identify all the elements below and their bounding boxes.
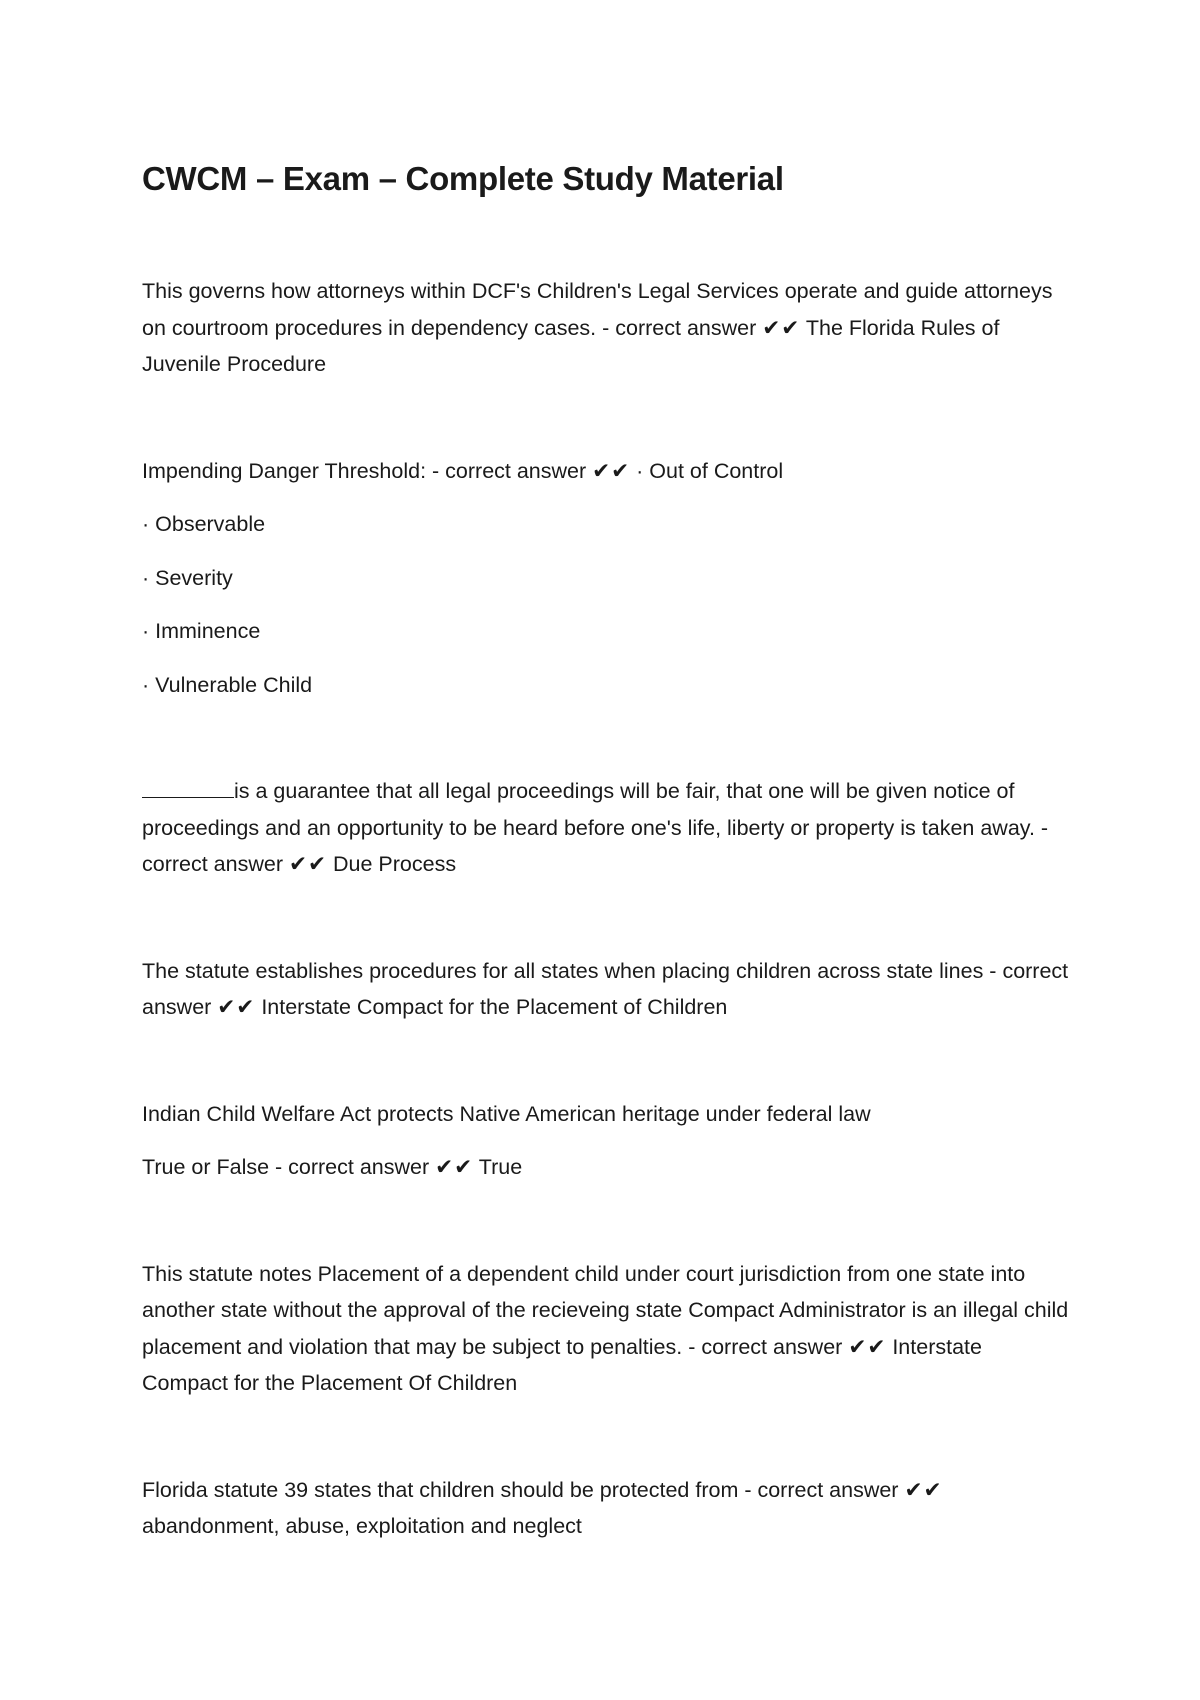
qa-paragraph	[142, 453, 1072, 490]
answer-text: Due Process	[333, 852, 457, 876]
question-text: This governs how attorneys within DCF's Children's Legal Services operate and guide attorneys on courtroom procedures in dependency cases. - correct answer	[142, 279, 1059, 340]
qa-item	[142, 273, 1072, 383]
bullet-item: · Imminence	[142, 619, 261, 643]
bullet-item: · Severity	[142, 565, 233, 590]
fill-in-blank	[142, 778, 234, 798]
qa-item	[142, 773, 1072, 883]
question-text-line2: True or False - correct answer	[142, 1155, 430, 1179]
answer-text: Interstate Compact for the Placement Of Children	[142, 1334, 988, 1395]
qa-item	[142, 1096, 1072, 1186]
answer-text: Interstate Compact for the Placement of Children	[261, 995, 728, 1019]
qa-item	[142, 953, 1075, 1026]
question-text: is a guarantee that all legal proceedings will be fair, that one will be given notice of proceedings and an opportunity to be heard before one's life, liberty or property is taken away. - correct answer	[142, 779, 1055, 876]
checkmark-icon: ✔✔	[904, 1477, 943, 1502]
checkmark-icon: ✔✔	[848, 1334, 887, 1359]
document-title: CWCM – Exam – Complete Study Material	[142, 160, 784, 197]
bullet-item: · Observable	[142, 512, 266, 536]
qa-item	[142, 453, 1072, 704]
qa-paragraph	[142, 273, 1072, 383]
checkmark-icon: ✔✔	[592, 458, 631, 483]
answer-text: The Florida Rules of Juvenile Procedure	[142, 315, 1006, 376]
bullet-item: · Vulnerable Child	[142, 672, 313, 697]
question-text: Florida statute 39 states that children should be protected from - correct answer	[142, 1477, 899, 1502]
checkmark-icon: ✔✔	[762, 315, 801, 340]
answer-text: True	[478, 1155, 523, 1179]
checkmark-icon: ✔✔	[288, 852, 328, 876]
question-text: The statute establishes procedures for all states when placing children across state lines - correct answer	[142, 958, 1075, 1019]
answer-text: · Out of Control	[636, 458, 784, 483]
qa-paragraph	[142, 1149, 1072, 1186]
question-text: Indian Child Welfare Act protects Native American heritage under federal law	[142, 1101, 871, 1126]
question-text: This statute notes Placement of a dependent child under court jurisdiction from one state into another state without the approval of the recieveing state Compact Administrator is an illegal child placement and violation that may be subject to penalties. - correct answer	[142, 1261, 1075, 1359]
qa-paragraph	[142, 1256, 1075, 1402]
qa-paragraph	[142, 773, 1072, 883]
qa-paragraph	[142, 953, 1075, 1026]
checkmark-icon: ✔✔	[217, 995, 256, 1019]
answer-text: abandonment, abuse, exploitation and neglect	[142, 1514, 582, 1538]
question-text: Impending Danger Threshold: - correct answer	[142, 458, 587, 483]
checkmark-icon: ✔✔	[435, 1155, 474, 1179]
document-body	[142, 155, 1075, 1615]
qa-paragraph	[142, 1472, 1072, 1545]
qa-item	[142, 1472, 1072, 1545]
qa-item	[142, 1256, 1075, 1402]
